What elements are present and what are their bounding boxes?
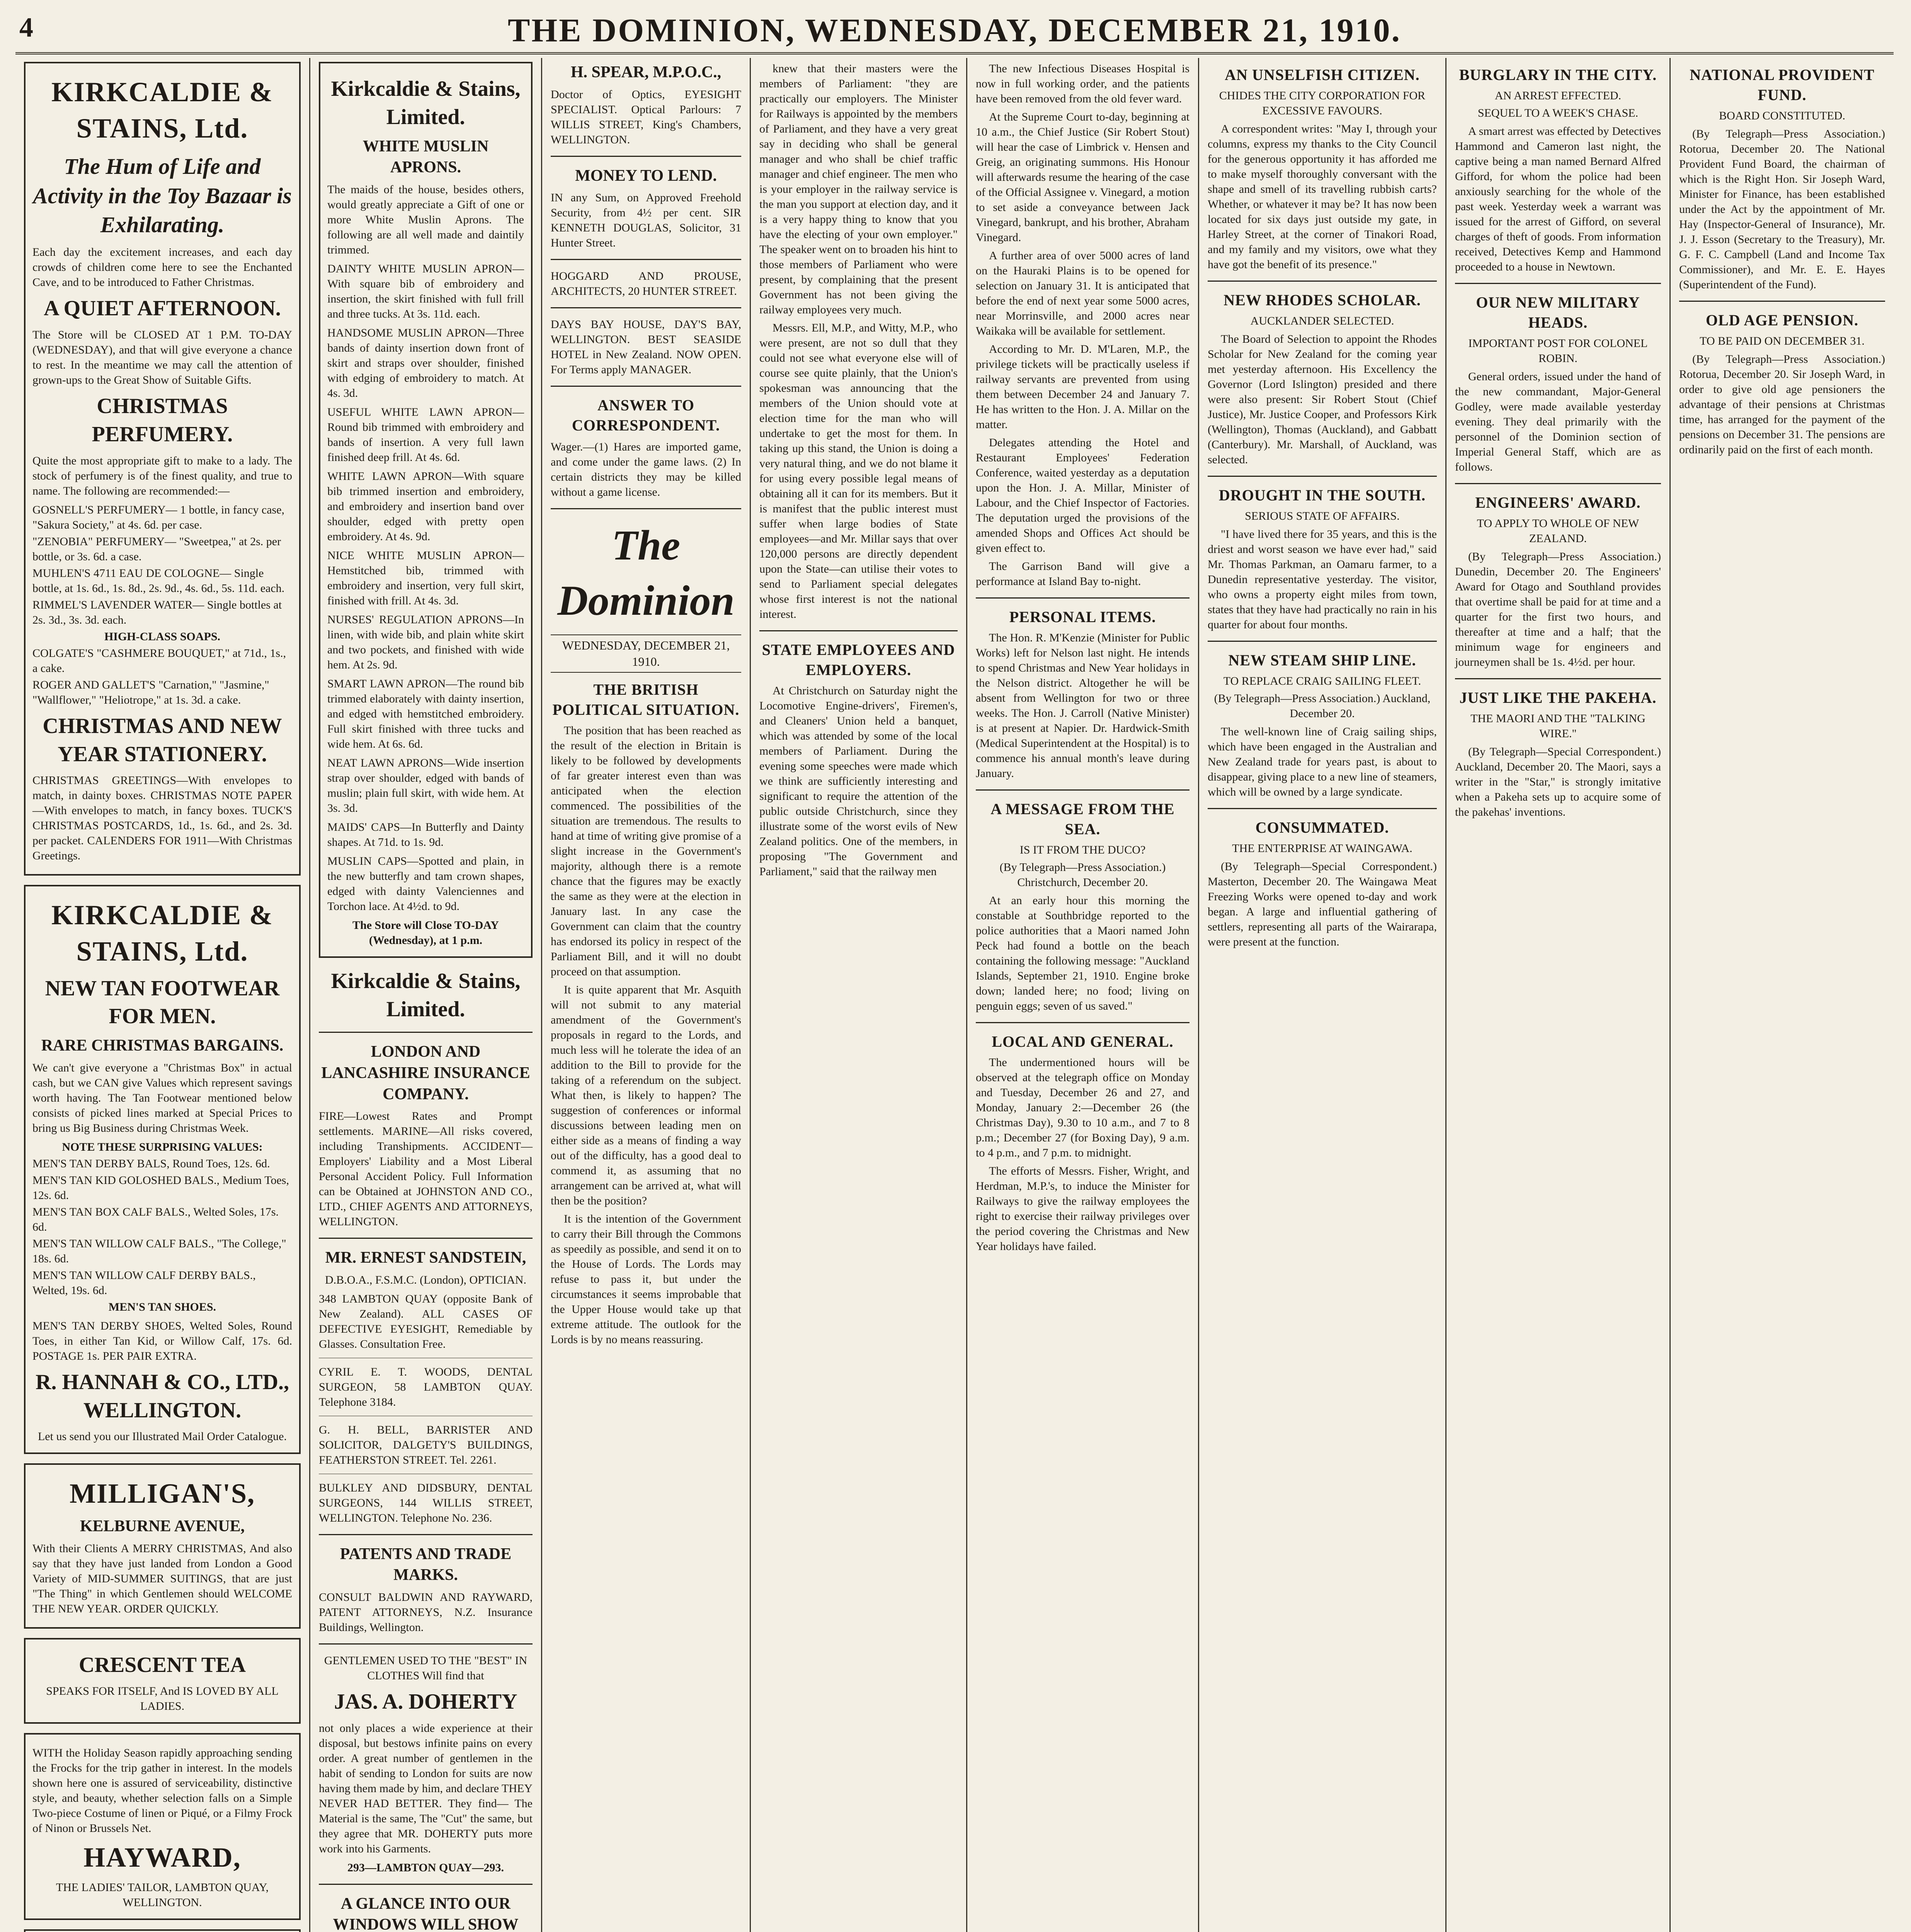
advertiser-name: KIRKCALDIE & STAINS, Ltd.	[51, 77, 274, 144]
article-paragraph: It is quite apparent that Mr. Asquith will not submit to any material amendment of the Government's proposals in regard to the Lords, and much less will he tolerate the idea of an addition to the Bill to provide for the taking of a referendum on the subject. What then, is likely to happen? The suggestion of conferences or informal discussions between leading men on either side as a means of finding a way out of the difficulty, has a good deal to commend it, as assuming that no arrangement can be arrived at, what will then be the position?	[551, 983, 741, 1208]
price-line: MUHLEN'S 4711 EAU DE COLOGNE— Single bottle, at 1s. 6d., 1s. 8d., 2s. 9d., 4s. 6d., 5s. 11d. each.	[32, 566, 285, 595]
price-line: SMART LAWN APRON—The round bib trimmed elaborately with dainty insertion, and edged with hemstitched embroidery. Full skirt finished with three tucks and wide hem. At 6s. 6d.	[327, 677, 524, 750]
ad-heading: PATENTS AND TRADE MARKS.	[340, 1545, 512, 1584]
price-line: MEN'S TAN WILLOW CALF BALS., "The College," 18s. 6d.	[32, 1237, 286, 1265]
advertiser-name: JAS. A. DOHERTY	[334, 1689, 517, 1714]
ad-text: MEN'S TAN DERBY SHOES, Welted Soles, Round Toes, in either Tan Kid, or Willow Calf, 17s. 6d. POSTAGE 1s. PER PAIR EXTRA.	[32, 1319, 292, 1362]
article-paragraph: (By Telegraph—Press Association.) Dunedin, December 20. The Engineers' Award for Otago and Southland provides that overtime shall be paid for at time and a quarter for the first two hours, and thereafter at time and a half; that the minimum wage for engineers and journeymen shall be 1s. 4½d. per hour.	[1455, 550, 1661, 668]
ad-subheading: RARE CHRISTMAS BARGAINS.	[41, 1037, 284, 1055]
ad-heading: CHRISTMAS AND NEW YEAR STATIONERY.	[43, 714, 282, 766]
article-paragraph: General orders, issued under the hand of the new commandant, Major-General Godley, were made available yesterday evening. They deal primarily with the personnel of the Dominion section of Imperial General Staff, which are as follows.	[1455, 370, 1661, 473]
notice-heading: ANSWER TO CORRESPONDENT.	[572, 396, 720, 434]
article-headline: NATIONAL PROVIDENT FUND.	[1690, 66, 1875, 104]
ad-heading: MONEY TO LEND.	[575, 167, 717, 185]
masthead	[15, 8, 1894, 54]
article-paragraph: A further area of over 5000 acres of land on the Hauraki Plains is to be opened for selection on January 31. It is anticipated that before the end of next year some 5000 acres, near Morrinsville, and 2000 acres near Waikaka will be available for settlement.	[976, 249, 1189, 337]
column-6	[1198, 58, 1445, 1932]
article-paragraph: The efforts of Messrs. Fisher, Wright, and Herdman, M.P.'s, to induce the Minister for Railways to give the railway employees the right to exercise their railway privileges over the period covering the Christmas and New Year holidays have failed.	[976, 1165, 1189, 1253]
divider	[1455, 483, 1661, 484]
ad-text: Each day the excitement increases, and each day crowds of children come here to see the Enchanted Cave, and to be introduced to Father Christmas.	[32, 246, 292, 289]
ad-text: not only places a wide experience at their disposal, but bestows infinite pains on every order. A great number of gentlemen in the habit of sending to London for suits are now having them made by him, and declare THEY NEVER HAD BETTER. They find— The Material is the same, The "Cut" the same, but they agree that MR. DOHERTY puts more work into his Garments.	[319, 1721, 533, 1855]
milligan-ad	[24, 1463, 301, 1628]
divider	[319, 1884, 533, 1885]
ad-heading: WHITE MUSLIN APRONS.	[362, 137, 489, 177]
advertiser-name: H. SPEAR, M.P.O.C.,	[570, 63, 722, 81]
hotel-card: DAYS BAY HOUSE, DAY'S BAY, WELLINGTON. BEST SEASIDE HOTEL in New Zealand. NOW OPEN. For Terms apply MANAGER.	[551, 318, 741, 376]
newspaper-nameplate: The Dominion	[557, 522, 735, 624]
price-line: USEFUL WHITE LAWN APRON—Round bib trimmed with embroidery and bands of insertion. A very full lawn finished deep frill. At 4s. 6d.	[327, 405, 524, 464]
article-paragraph: The position that has been reached as the result of the election in Britain is likely to be followed by developments of far greater interest even than was anticipated when the election commenced. The possibilities of the situation are tremendous. The results to hand at time of writing give promise of a slight increase in the Government's majority, although there is a remote chance that the figures may be exactly the same as they were at the election in January last. In any case the Government can claim that the country has endorsed its policy in respect of the Parliament Bill, and it will no doubt proceed on that assumption.	[551, 724, 741, 978]
divider	[551, 508, 741, 509]
article-headline: NEW RHODES SCHOLAR.	[1224, 291, 1421, 309]
divider	[319, 1643, 533, 1645]
ad-text: FIRE—Lowest Rates and Prompt settlements. MARINE—All risks covered, including Transhipments. ACCIDENT—Employers' Liability and a Most Liberal Personal Accident Policy. Full Information can be Obtained at JOHNSTON AND CO., LTD., CHIEF AGENTS AND ATTORNEYS, WELLINGTON.	[319, 1110, 533, 1228]
article-headline: ENGINEERS' AWARD.	[1475, 494, 1641, 511]
crescent-tea-ad	[24, 1638, 301, 1724]
hayward-ad	[24, 1733, 301, 1920]
article-headline: LOCAL AND GENERAL.	[992, 1033, 1174, 1050]
ad-text: Quite the most appropriate gift to make to a lady. The stock of perfumery is of the finest quality, and true to name. The following are recommended:—	[32, 454, 292, 497]
price-line: ROGER AND GALLET'S "Carnation," "Jasmine," "Wallflower," "Heliotrope," at 1s. 3d. a cake.	[32, 678, 269, 706]
article-subheading: THE ENTERPRISE AT WAINGAWA.	[1232, 842, 1412, 855]
ad-text: Let us send you our Illustrated Mail Order Catalogue.	[37, 1430, 287, 1443]
ad-heading: NEW TAN FOOTWEAR FOR MEN.	[45, 976, 280, 1029]
article-headline: THE BRITISH POLITICAL SITUATION.	[552, 681, 740, 719]
price-line: MEN'S TAN KID GOLOSHED BALS., Medium Toes, 12s. 6d.	[32, 1173, 289, 1202]
divider	[1455, 678, 1661, 679]
ad-heading: A QUIET AFTERNOON.	[44, 296, 281, 321]
price-line: MUSLIN CAPS—Spotted and plain, in the new butterfly and tam crown shapes, edged with dainty Valenciennes and Torchon lace. At 4½d. to 9d.	[327, 854, 524, 913]
professional-card: BULKLEY AND DIDSBURY, DENTAL SURGEONS, 144 WILLIS STREET, WELLINGTON. Telephone No. 236.	[319, 1481, 533, 1524]
article-headline: A MESSAGE FROM THE SEA.	[990, 800, 1175, 838]
article-headline: AN UNSELFISH CITIZEN.	[1225, 66, 1420, 83]
closing-notice: The Store will Close TO-DAY (Wednesday), at 1 p.m.	[352, 918, 499, 947]
column-5	[966, 58, 1198, 1932]
article-headline: OUR NEW MILITARY HEADS.	[1476, 294, 1640, 331]
article-paragraph: A smart arrest was effected by Detectives Hammond and Cameron last night, the captive being a man named Bernard Alfred Gifford, for whom the police had been anxiously searching for the whole of the past week. Yesterday week a warrant was issued for the arrest of Gifford, on several charges of theft of goods. From information received, Detectives Kemp and Hammond proceeded to a house in Newtown.	[1455, 125, 1661, 273]
article-paragraph: knew that their masters were the members of Parliament: "they are practically our employers. The Minister for Railways is appointed by the members of Parliament, and they have a very great say in deciding who shall be general manager and who shall be chief traffic manager and chief engineer. The men who is your employer in the railway service is the man you support at election day, and it is a very happy thing to know that you have the electing of your own employer." The speaker went on to broaden his hint to those members of Parliament who were present, by complaining that the present Government has not been giving the railway employees very much.	[759, 62, 958, 316]
notice-text: Wager.—(1) Hares are imported game, and come under the game laws. (2) In certain districts they may be killed without a game license.	[551, 440, 741, 499]
price-subhead: NOTE THESE SURPRISING VALUES:	[62, 1140, 263, 1153]
advertiser-name: KIRKCALDIE & STAINS, Ltd.	[51, 900, 274, 967]
divider	[551, 156, 741, 157]
article-paragraph: The new Infectious Diseases Hospital is now in full working order, and the patients have been removed from the old fever ward.	[976, 62, 1189, 105]
article-paragraph: At Christchurch on Saturday night the Locomotive Engine-drivers', Firemen's, and Cleaners' Union held a banquet, which was attended by some of the local members of Parliament. During the evening some speeches were made which we think are sufficiently interesting and significant to require the attention of the public outside Christchurch, since they illustrate some of the worst evils of New Zealand politics. One of the members, in proposing "The Government and Parliament," said that the railway men	[759, 684, 958, 878]
article-paragraph: According to Mr. D. M'Laren, M.P., the privilege tickets will be practically useless if railway servants are prevented from using them between December 24 and January 7. He has written to the Hon. J. A. Millar on the matter.	[976, 343, 1189, 431]
price-line: GOSNELL'S PERFUMERY— 1 bottle, in fancy case, "Sakura Society," at 4s. 6d. per case.	[32, 503, 285, 531]
column-1	[15, 58, 309, 1932]
advertiser-name: MILLIGAN'S,	[69, 1478, 255, 1509]
divider	[759, 630, 958, 631]
article-paragraph: The Board of Selection to appoint the Rhodes Scholar for New Zealand for the coming year met yesterday afternoon. His Excellency the Governor (Lord Islington) presided and there were also present: Sir Robert Stout (Chief Justice), Mr. Justice Cooper, and Professors Kirk (Wellington), Thomas (Auckland), and Gabbatt (Canterbury). Mr. Marshall, of Auckland, was selected.	[1208, 333, 1437, 466]
professional-card: CYRIL E. T. WOODS, DENTAL SURGEON, 58 LAMBTON QUAY. Telephone 3184.	[319, 1365, 533, 1408]
price-line: NURSES' REGULATION APRONS—In linen, with wide bib, and plain white skirt and two pockets, and finished with wide hem. At 2s. 9d.	[327, 613, 524, 671]
article-subheading: TO BE PAID ON DECEMBER 31.	[1700, 335, 1865, 347]
article-headline: BURGLARY IN THE CITY.	[1459, 66, 1657, 83]
article-headline: JUST LIKE THE PAKEHA.	[1459, 689, 1657, 706]
price-line: MEN'S TAN WILLOW CALF DERBY BALS., Welted, 19s. 6d.	[32, 1269, 256, 1297]
article-subheading: IS IT FROM THE DUCO?	[1019, 844, 1146, 856]
price-line: NEAT LAWN APRONS—Wide insertion strap over shoulder, edged with bands of muslin; plain full skirt, with wide hem. At 3s. 3d.	[327, 756, 524, 815]
article-paragraph: "I have lived there for 35 years, and this is the driest and worst season we have ever had," said Mr. Thomas Parkman, an Oamaru farmer, to a Dunedin representative yesterday. The visitor, who owns a property eight miles from town, states that they have had practically no rain in his quarter for about four months.	[1208, 528, 1437, 631]
columns	[15, 58, 1894, 1932]
article-paragraph: Messrs. Ell, M.P., and Witty, M.P., who were present, are not so dull that they could not see what everyone else will of course see quite plainly, that the Union's spokesman was announcing that the members of the Union should vote at election time for the man who will undertake to get the most for them. In taking up this stand, the Union is doing a very natural thing, and we do not blame it for using every possible legal means of obtaining all it can for its members. But it is manifest that the public interest must suffer when large bodies of State employees—and Mr. Millar says that over 120,000 persons are directly dependent upon the State—can utilise their votes to send to Parliament special delegates whose first interest is not the national interest.	[759, 321, 958, 621]
ad-text: Doctor of Optics, EYESIGHT SPECIALIST. Optical Parlours: 7 WILLIS STREET, King's Chambers, WELLINGTON.	[551, 88, 741, 146]
divider	[976, 597, 1189, 599]
article-headline: PERSONAL ITEMS.	[1009, 608, 1156, 626]
divider	[551, 259, 741, 260]
ad-text: With their Clients A MERRY CHRISTMAS, And also say that they have just landed from London a Good Variety of MID-SUMMER SUITINGS, that are just "The Thing" in which Gentlemen should WELCOME THE NEW YEAR. ORDER QUICKLY.	[32, 1542, 292, 1615]
article-subheading: AUCKLANDER SELECTED.	[1250, 315, 1394, 327]
price-line: "ZENOBIA" PERFUMERY— "Sweetpea," at 2s. per bottle, or 3s. 6d. a case.	[32, 535, 281, 563]
article-subheading: CHIDES THE CITY CORPORATION FOR EXCESSIVE FAVOURS.	[1219, 89, 1426, 117]
professional-card: HOGGARD AND PROUSE, ARCHITECTS, 20 HUNTER STREET.	[551, 270, 741, 298]
price-line: HANDSOME MUSLIN APRON—Three bands of dainty insertion down front of skirt and straps over shoulder, finished with edging of embroidery to match. At 4s. 3d.	[327, 326, 524, 400]
article-paragraph: At an early hour this morning the constable at Southbridge reported to the police authorities that a Maori named John Peck had found a bottle on the beach containing the following message: "Auckland Islands, September 21, 1910. Engine broke down; landed here; no food; living on penguin eggs; seven of us saved."	[976, 894, 1189, 1012]
ad-text: The Store will be CLOSED AT 1 P.M. TO-DAY (WEDNESDAY), and that will give everyone a chance to rest. In the meantime we may call the attention of grown-ups to the Great Show of Suitable Gifts.	[32, 328, 292, 387]
article-subheading: TO REPLACE CRAIG SAILING FLEET.	[1223, 675, 1421, 687]
advertiser-name: R. HANNAH & CO., LTD., WELLINGTON.	[36, 1370, 289, 1422]
divider	[551, 386, 741, 387]
ad-heading: CRESCENT TEA	[78, 1653, 246, 1677]
divider	[976, 789, 1189, 791]
kirkcaldie-footwear-ad	[24, 885, 301, 1454]
column-2	[309, 58, 541, 1932]
article-byline: (By Telegraph—Press Association.) Christchurch, December 20.	[999, 861, 1166, 889]
price-line: DAINTY WHITE MUSLIN APRON—With square bib of embroidery and insertion, the skirt finished with full frill and three tucks. At 3s. 11d. each.	[327, 262, 524, 320]
advertiser-name: LONDON AND LANCASHIRE INSURANCE COMPANY.	[321, 1043, 530, 1103]
ad-text: IN any Sum, on Approved Freehold Security, from 4½ per cent. SIR KENNETH DOUGLAS, Solicitor, 31 Hunter Street.	[551, 191, 741, 250]
divider	[1208, 808, 1437, 809]
divider	[1455, 283, 1661, 284]
divider	[551, 307, 741, 308]
column-7	[1445, 58, 1669, 1932]
divider	[1208, 281, 1437, 282]
article-paragraph: (By Telegraph—Press Association.) Rotorua, December 20. The National Provident Fund Board, the chairman of which is the Right Hon. Sir Joseph Ward, Minister for Finance, has been established under the Act by the appointment of Mr. Hay (Inspector-General of Insurance), Mr. J. J. Esson (Secretary to the Treasury), Mr. G. F. C. Campbell (Land and Income Tax Commissioner), and Mr. E. E. Hayes (Superintendent of the Fund).	[1679, 128, 1885, 291]
divider	[319, 1534, 533, 1535]
advertiser-name: Kirkcaldie & Stains, Limited.	[331, 77, 521, 129]
masthead-title: THE DOMINION, WEDNESDAY, DECEMBER 21, 1910.	[507, 12, 1401, 49]
article-byline: (By Telegraph—Press Association.) Auckland, December 20.	[1214, 692, 1431, 720]
column-8	[1669, 58, 1894, 1932]
advertiser-name: HAYWARD,	[83, 1842, 241, 1873]
article-paragraph: (By Telegraph—Special Correspondent.) Auckland, December 20. The Maori, says a writer in the "Star," is strongly imitative when a Pakeha sets up to acquire some of the pakehas' inventions.	[1455, 745, 1661, 818]
article-paragraph: The undermentioned hours will be observed at the telegraph office on Monday and Tuesday, December 26 and 27, and Monday, January 2:—December 26 (the Christmas Day), 9.30 to 10 a.m., and 7 to 8 p.m.; December 27 (for Boxing Day), 9 a.m. to 4 p.m., and 7 p.m. to midnight.	[976, 1056, 1189, 1159]
ad-text: We can't give everyone a "Christmas Box" in actual cash, but we CAN give Values which represent savings worth having. The Tan Footwear mentioned below consists of picked lines marked at Special Prices to bring us Big Business during Christmas Week.	[32, 1061, 292, 1134]
divider	[1208, 641, 1437, 642]
article-subheading: TO APPLY TO WHOLE OF NEW ZEALAND.	[1477, 517, 1639, 545]
article-paragraph: (By Telegraph—Special Correspondent.) Masterton, December 20. The Waingawa Meat Freezing Works were opened to-day and work began. A large and influential gathering of settlers, representing all parts of the Wairarapa, were present at the function.	[1208, 860, 1437, 948]
ad-text: SPEAKS FOR ITSELF, And IS LOVED BY ALL LADIES.	[46, 1685, 279, 1713]
divider	[319, 1032, 533, 1033]
article-paragraph: It is the intention of the Government to carry their Bill through the Commons as speedily as possible, and send it on to the House of Lords. The Lords may refuse to pass it, but under the circumstances it seems improbable that the Upper House would take up that extreme attitude. The outlook for the Lords is by no means reassuring.	[551, 1213, 741, 1346]
price-line: MEN'S TAN DERBY BALS, Round Toes, 12s. 6d.	[32, 1157, 270, 1170]
article-subheading: AN ARREST EFFECTED.	[1495, 89, 1621, 102]
price-subhead: HIGH-CLASS SOAPS.	[104, 630, 221, 643]
ad-text: The maids of the house, besides others, would greatly appreciate a Gift of one or more White Muslin Aprons. The following are all well made and daintily trimmed.	[327, 183, 524, 256]
article-headline: OLD AGE PENSION.	[1706, 311, 1858, 329]
advertiser-address: THE LADIES' TAILOR, LAMBTON QUAY, WELLINGTON.	[56, 1881, 269, 1909]
divider	[976, 1022, 1189, 1023]
article-paragraph: The Hon. R. M'Kenzie (Minister for Public Works) left for Nelson last night. He intends to spend Christmas and New Year holidays in the Nelson district. Altogether he will be absent from Wellington for two or three weeks. The Hon. J. Carroll (Native Minister) is at present at Napier. Dr. Hardwick-Smith (Medical Superintendent at the Hospital) is to commence his annual month's leave during January.	[976, 631, 1189, 780]
price-line: NICE WHITE MUSLIN APRON—Hemstitched bib, trimmed with embroidery and insertion, very full skirt, finished with frill. At 4s. 3d.	[327, 549, 524, 607]
kirkcaldie-toy-ad	[24, 62, 301, 876]
column-3	[541, 58, 750, 1932]
kirkcaldie-aprons-ad	[319, 62, 533, 958]
page-number: 4	[19, 12, 33, 43]
ad-text: CHRISTMAS GREETINGS—With envelopes to match, in dainty boxes. CHRISTMAS NOTE PAPER—With envelopes to match, in fancy boxes. TUCK'S CHRISTMAS POSTCARDS, 1d., 1s. 6d., and 2s. 3d. per packet. CALENDERS FOR 1911—With Christmas Greetings.	[32, 774, 292, 862]
article-headline: DROUGHT IN THE SOUTH.	[1218, 486, 1426, 504]
article-paragraph: Delegates attending the Hotel and Restaurant Employees' Federation Conference, waited yesterday as a deputation upon the Hon. J. A. Millar, Minister of Labour, and the Chief Inspector of Factories. The deputation urged the provisions of the amended Shops and Offices Act should be given effect to.	[976, 436, 1189, 554]
column-4	[750, 58, 966, 1932]
article-paragraph: (By Telegraph—Press Association.) Rotorua, December 20. Sir Joseph Ward, in order to give old age pensioners the advantage of their pensions at Christmas time, has arranged for the payment of the pensions on December 31. The pensions are ordinarily paid on the first of each month.	[1679, 353, 1885, 456]
article-subheading: SERIOUS STATE OF AFFAIRS.	[1245, 510, 1400, 522]
ad-text: CONSULT BALDWIN AND RAYWARD, PATENT ATTORNEYS, N.Z. Insurance Buildings, Wellington.	[319, 1590, 533, 1634]
professional-card: G. H. BELL, BARRISTER AND SOLICITOR, DALGETY'S BUILDINGS, FEATHERSTON STREET. Tel. 2261.	[319, 1423, 533, 1466]
price-line: COLGATE'S "CASHMERE BOUQUET," at 71d., 1s., a cake.	[32, 646, 286, 675]
price-line: RIMMEL'S LAVENDER WATER— Single bottles at 2s. 3d., 3s. 3d. each.	[32, 598, 282, 626]
bradford-ad	[24, 1929, 301, 1932]
price-line: MAIDS' CAPS—In Butterfly and Dainty shapes. At 71d. to 1s. 9d.	[327, 820, 524, 849]
divider	[319, 1238, 533, 1239]
article-paragraph: The well-known line of Craig sailing ships, which have been engaged in the Australian and New Zealand trade for years past, is about to disappear, giving place to a new line of steamers, which will be owned by a large syndicate.	[1208, 725, 1437, 798]
article-headline: CONSUMMATED.	[1255, 819, 1389, 836]
divider	[1679, 301, 1885, 302]
ad-text: WITH the Holiday Season rapidly approaching sending the Frocks for the trip gather in interest. In the models shown here one is assured of serviceability, distinctive style, and beauty, whether selection falls on a Simple Two-piece Costume of linen or Piqué, or a Filmy Frock of Ninon or Brussels Net.	[32, 1747, 292, 1835]
article-subheading: IMPORTANT POST FOR COLONEL ROBIN.	[1468, 337, 1648, 365]
editorial-dateline: WEDNESDAY, DECEMBER 21, 1910.	[551, 634, 741, 673]
article-subheading: THE MAORI AND THE "TALKING WIRE."	[1470, 712, 1646, 740]
advertiser-address: 293—LAMBTON QUAY—293.	[347, 1861, 504, 1874]
divider	[1208, 476, 1437, 477]
price-subhead: MEN'S TAN SHOES.	[108, 1300, 216, 1313]
ad-heading: A GLANCE INTO OUR WINDOWS WILL SHOW	[333, 1895, 519, 1932]
ad-text: GENTLEMEN USED TO THE "BEST" IN CLOTHES Will find that	[324, 1654, 528, 1682]
article-paragraph: At the Supreme Court to-day, beginning at 10 a.m., the Chief Justice (Sir Robert Stout) will hear the case of Limbrick v. Hensen and Greig, an originating summons. His Honour will afterwards resume the hearing of the case of the Official Assignee v. Vinegard, a motion to set aside a conveyance between Jack Vinegard, bankrupt, and his brother, Abraham Vinegard.	[976, 111, 1189, 244]
article-paragraph: A correspondent writes: "May I, through your columns, express my thanks to the City Council for the generous opportunity it has afforded me to make myself thoroughly conversant with the shape and smell of its travelling rubbish carts? Whether, or whatever it may be? It has now been located for six days just outside my gate, in Harley Street, at the corner of Tinakori Road, and my family and my visitors, owe what they have got the benefit of its presence."	[1208, 122, 1437, 271]
article-subheading: BOARD CONSTITUTED.	[1719, 109, 1845, 122]
ad-headline: The Hum of Life and Activity in the Toy Bazaar is Exhilarating.	[33, 154, 292, 237]
article-subheading: SEQUEL TO A WEEK'S CHASE.	[1477, 107, 1639, 119]
price-line: WHITE LAWN APRON—With square bib trimmed insertion and embroidery, and embroidery and insertion band over shoulder, edged with pretty open embroidery. At 4s. 9d.	[327, 469, 524, 543]
article-headline: STATE EMPLOYEES AND EMPLOYERS.	[762, 641, 955, 679]
advertiser-address: KELBURNE AVENUE,	[80, 1517, 245, 1535]
advertiser-title: D.B.O.A., F.S.M.C. (London), OPTICIAN.	[325, 1273, 526, 1286]
article-paragraph: The Garrison Band will give a performance at Island Bay to-night.	[976, 560, 1189, 588]
ad-heading: CHRISTMAS PERFUMERY.	[92, 394, 233, 446]
price-line: MEN'S TAN BOX CALF BALS., Welted Soles, 17s. 6d.	[32, 1205, 279, 1233]
advertiser-name: Kirkcaldie & Stains, Limited.	[331, 969, 521, 1021]
article-headline: NEW STEAM SHIP LINE.	[1228, 651, 1416, 669]
advertiser-name: MR. ERNEST SANDSTEIN,	[325, 1249, 526, 1267]
ad-text: 348 LAMBTON QUAY (opposite Bank of New Zealand). ALL CASES OF DEFECTIVE EYESIGHT, Remediable by Glasses. Consultation Free.	[319, 1292, 533, 1350]
